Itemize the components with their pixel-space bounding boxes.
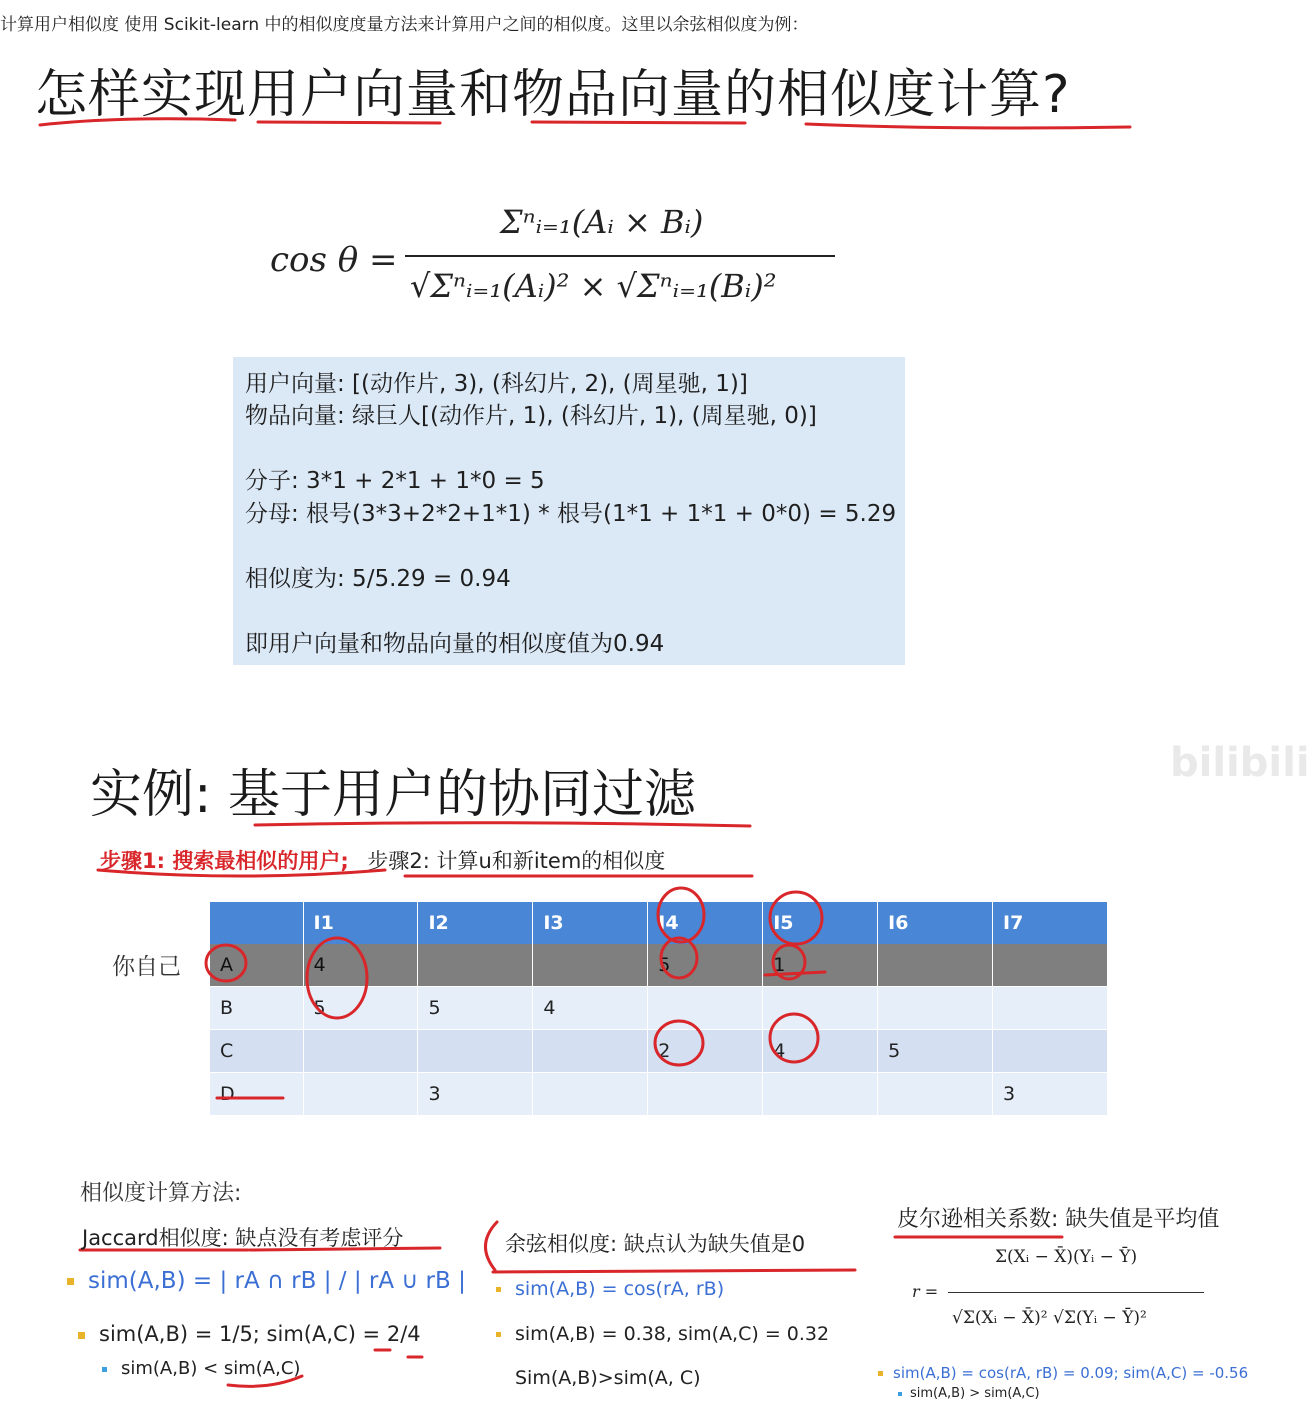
cosine-conclusion: Sim(A,B)>sim(A, C) — [515, 1367, 701, 1389]
table-cell: C — [210, 1030, 303, 1073]
denominator-line: 分母: 根号(3*3+2*2+1*1) * 根号(1*1 + 1*1 + 0*0) = 5.29 — [245, 501, 897, 527]
table-header-cell: I6 — [878, 902, 993, 944]
cosine-example: sim(A,B) = 0.38, sim(A,C) = 0.32 — [515, 1323, 830, 1345]
jaccard-conclusion: sim(A,B) < sim(A,C) — [121, 1358, 301, 1379]
cosine-title: 余弦相似度: 缺点认为缺失值是0 — [505, 1232, 806, 1256]
pearson-denominator: √Σ(Xᵢ − X̄)² √Σ(Yᵢ − Ȳ)² — [952, 1308, 1147, 1328]
table-cell: 3 — [418, 1073, 533, 1116]
slide1-title: 怎样实现用户向量和物品向量的相似度计算? — [35, 65, 1071, 125]
jaccard-formula: sim(A,B) = | rA ∩ rB | / | rA ∪ rB | — [88, 1268, 466, 1294]
item-vector-line: 物品向量: 绿巨人[(动作片, 1), (科幻片, 1), (周星驰, 0)] — [245, 403, 817, 429]
formula-denominator: √Σⁿᵢ₌₁(Aᵢ)² × √Σⁿᵢ₌₁(Bᵢ)² — [410, 267, 777, 305]
table-cell: 1 — [763, 944, 878, 987]
conclusion-line: 即用户向量和物品向量的相似度值为0.94 — [245, 631, 665, 657]
pearson-numerator: Σ(Xᵢ − X̄)(Yᵢ − Ȳ) — [995, 1247, 1138, 1267]
bullet-icon — [102, 1367, 107, 1372]
table-header-cell: I1 — [303, 902, 418, 944]
table-cell: 4 — [533, 987, 648, 1030]
bullet-icon — [67, 1278, 74, 1285]
numerator-line: 分子: 3*1 + 2*1 + 1*0 = 5 — [245, 468, 545, 494]
table-cell: B — [210, 987, 303, 1030]
cosine-formula: sim(A,B) = cos(rA, rB) — [515, 1278, 725, 1300]
table-cell: 5 — [418, 987, 533, 1030]
pearson-conclusion-row — [898, 1386, 1040, 1401]
jaccard-example-row — [78, 1322, 421, 1346]
table-header-cell: I4 — [648, 902, 763, 944]
formula-lhs: cos θ = — [270, 240, 398, 280]
cosine-formula-row — [496, 1278, 724, 1300]
table-cell: 5 — [878, 1030, 993, 1073]
jaccard-example: sim(A,B) = 1/5; sim(A,C) = 2/4 — [99, 1322, 421, 1346]
bullet-icon — [78, 1332, 85, 1339]
bullet-icon — [496, 1287, 501, 1292]
jaccard-conclusion-row — [102, 1358, 300, 1379]
table-cell: 5 — [648, 944, 763, 987]
table-cell: 2 — [648, 1030, 763, 1073]
table-cell: A — [210, 944, 303, 987]
table-cell: 4 — [763, 1030, 878, 1073]
table-cell: 4 — [303, 944, 418, 987]
methods-title: 相似度计算方法: — [80, 1181, 242, 1206]
pearson-fraction-bar — [948, 1292, 1204, 1293]
slide2-title: 实例: 基于用户的协同过滤 — [90, 765, 697, 825]
similarity-line: 相似度为: 5/5.29 = 0.94 — [245, 566, 511, 592]
bullet-icon — [496, 1332, 501, 1337]
user-vector-line: 用户向量: [(动作片, 3), (科幻片, 2), (周星驰, 1)] — [245, 371, 748, 397]
intro-text: 计算用户相似度 使用 Scikit-learn 中的相似度度量方法来计算用户之间的相似度。这里以余弦相似度为例： — [0, 15, 809, 35]
pearson-title: 皮尔逊相关系数: 缺失值是平均值 — [897, 1207, 1220, 1232]
pearson-example-row — [878, 1364, 1248, 1382]
example-box — [233, 357, 905, 665]
bilibili-watermark: bilibili — [1170, 740, 1310, 786]
fraction-bar — [405, 255, 835, 257]
cosine-formula — [265, 195, 865, 325]
bullet-icon — [898, 1392, 902, 1396]
table-header-cell: I5 — [763, 902, 878, 944]
table-cell: 5 — [303, 987, 418, 1030]
step2-label: 步骤2: 计算u和新item的相似度 — [367, 849, 666, 873]
table-cell: D — [210, 1073, 303, 1116]
table-cell: 3 — [993, 1073, 1108, 1116]
jaccard-title: Jaccard相似度: 缺点没有考虑评分 — [82, 1226, 404, 1250]
step1-label: 步骤1: 搜索最相似的用户; — [100, 849, 349, 873]
jaccard-formula-row — [67, 1268, 466, 1294]
table-header-cell: I7 — [993, 902, 1108, 944]
formula-numerator: Σⁿᵢ₌₁(Aᵢ × Bᵢ) — [500, 203, 704, 241]
bullet-icon — [878, 1371, 883, 1376]
self-label: 你自己 — [112, 954, 181, 980]
pearson-r-label: r = — [912, 1282, 939, 1301]
pearson-example: sim(A,B) = cos(rA, rB) = 0.09; sim(A,C) = -0.56 — [893, 1364, 1249, 1382]
table-header-cell: I2 — [418, 902, 533, 944]
cosine-example-row — [496, 1323, 829, 1345]
pearson-conclusion: sim(A,B) > sim(A,C) — [910, 1386, 1040, 1401]
table-header-cell: I3 — [533, 902, 648, 944]
